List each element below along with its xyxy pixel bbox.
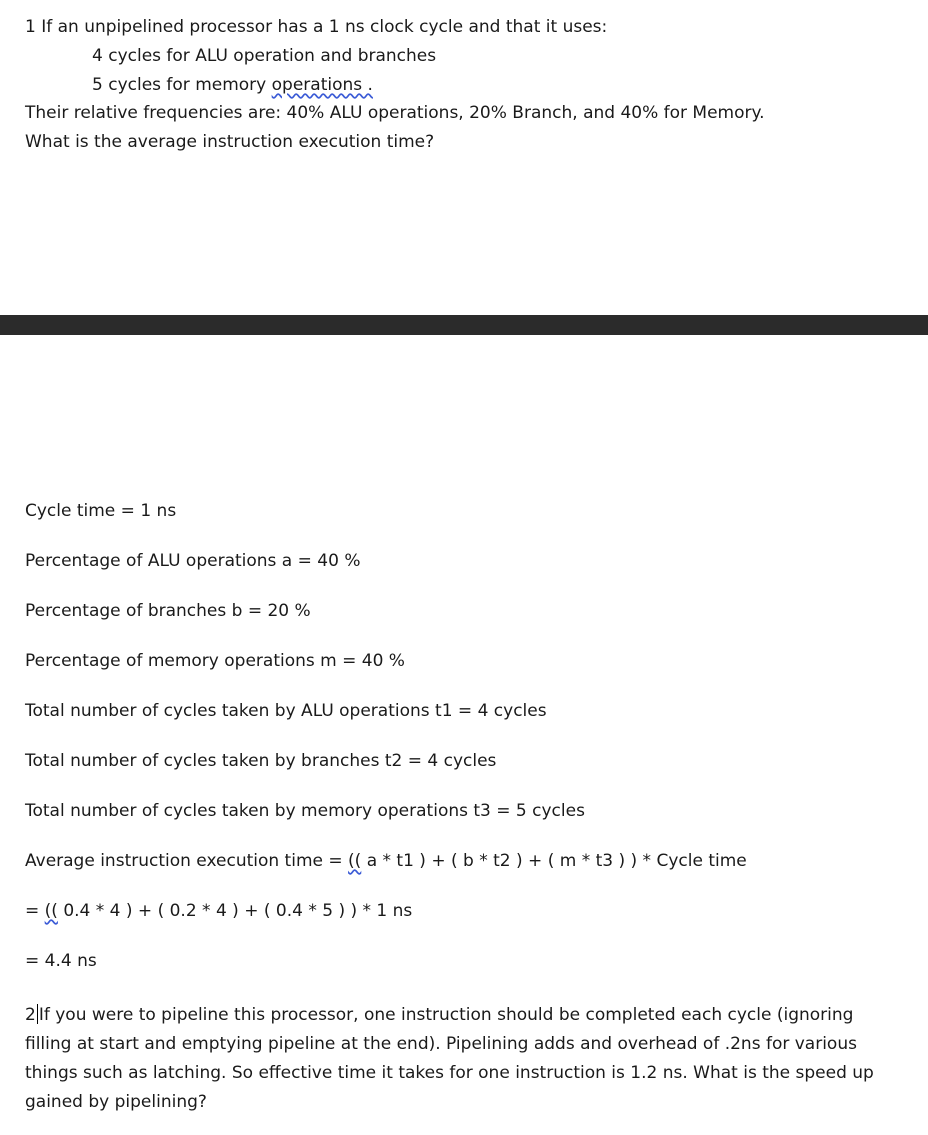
- formula-rest: a * t1 ) + ( b * t2 ) + ( m * t3 ) ) * Cycle time: [361, 851, 747, 871]
- page-divider: [0, 315, 928, 335]
- question-1-line-4: Their relative frequencies are: 40% ALU operations, 20% Branch, and 40% for Memory.: [25, 103, 765, 123]
- question-2[interactable]: [25, 1001, 895, 1117]
- calc-spellcheck-mark[interactable]: ((: [44, 901, 58, 921]
- formula-line: [25, 850, 747, 872]
- formula-spellcheck-mark[interactable]: ((: [348, 851, 362, 871]
- question-1-line-1: 1 If an unpipelined processor has a 1 ns clock cycle and that it uses:: [25, 17, 608, 37]
- line-3-prefix: 5 cycles for memory: [92, 75, 272, 95]
- memory-percentage-line: Percentage of memory operations m = 40 %: [25, 651, 405, 671]
- alu-cycles-line: Total number of cycles taken by ALU operations t1 = 4 cycles: [25, 701, 547, 721]
- memory-cycles-line: Total number of cycles taken by memory operations t3 = 5 cycles: [25, 801, 585, 821]
- alu-percentage-line: Percentage of ALU operations a = 40 %: [25, 551, 361, 571]
- question-1-line-3: [92, 74, 373, 96]
- branch-cycles-line: Total number of cycles taken by branches t2 = 4 cycles: [25, 751, 497, 771]
- question-2-number: 2: [25, 1005, 36, 1025]
- result-line: = 4.4 ns: [25, 951, 97, 971]
- spellcheck-underlined-word[interactable]: operations .: [271, 75, 373, 95]
- calculation-line: [25, 900, 412, 922]
- question-1-line-5: What is the average instruction execution time?: [25, 132, 435, 152]
- calc-rest: 0.4 * 4 ) + ( 0.2 * 4 ) + ( 0.4 * 5 ) ) * 1 ns: [57, 901, 413, 921]
- question-2-text: If you were to pipeline this processor, one instruction should be completed each cycle (ignoring filling at start and emptying pipeline at the end). Pipelining adds and overhead of .2ns for various things such as latching. So effective time it takes for one instruction is 1.2 ns. What is the speed up gained by pipelining?: [25, 1005, 874, 1112]
- calc-prefix: =: [25, 901, 45, 921]
- question-1-line-2: 4 cycles for ALU operation and branches: [92, 46, 437, 66]
- text-cursor: [37, 1004, 38, 1024]
- formula-prefix: Average instruction execution time =: [25, 851, 349, 871]
- cycle-time-line: Cycle time = 1 ns: [25, 501, 177, 521]
- branch-percentage-line: Percentage of branches b = 20 %: [25, 601, 311, 621]
